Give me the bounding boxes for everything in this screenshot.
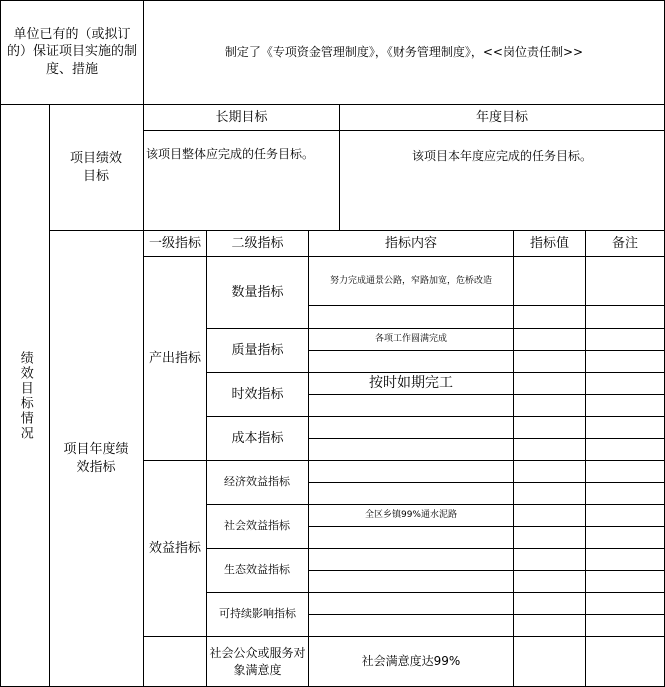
- quality-indicator-label: 质量指标: [231, 342, 284, 358]
- header-content: 指标内容: [384, 235, 437, 251]
- social-benefit-label: 社会效益指标: [224, 519, 290, 533]
- header-note: 备注: [611, 235, 638, 251]
- satisfaction-content: 社会满意度达99%: [361, 654, 461, 669]
- long-term-goal-header: 长期目标: [215, 109, 268, 125]
- section-label: 绩效目标情况: [17, 350, 33, 441]
- quality-indicator-content: 各项工作圆满完成: [374, 334, 447, 345]
- benefit-indicators-label: 效益指标: [148, 540, 201, 556]
- satisfaction-label: 社会公众或服务对象满意度: [209, 646, 306, 677]
- measures-value: 制定了《专项资金管理制度》，《财务管理制度》，<<岗位责任制>>: [224, 44, 584, 59]
- header-value: 指标值: [529, 235, 569, 251]
- long-term-goal-text: 该项目整体应完成的任务目标。: [146, 147, 315, 161]
- ecological-benefit-label: 生态效益指标: [224, 563, 290, 577]
- project-goals-label: 项目绩效目标: [69, 150, 122, 184]
- header-level1: 一级指标: [148, 235, 201, 251]
- annual-indicators-label: 项目年度绩效指标: [63, 441, 129, 475]
- social-benefit-content: 全区乡镇99%通水泥路: [364, 510, 457, 521]
- timeliness-indicator-label: 时效指标: [231, 386, 284, 402]
- sustainable-impact-label: 可持续影响指标: [219, 607, 296, 621]
- cost-indicator-label: 成本指标: [231, 430, 284, 446]
- timeliness-indicator-content: 按时如期完工: [369, 375, 453, 392]
- measures-label: 单位已有的（或拟订的）保证项目实施的制度、措施: [6, 26, 137, 77]
- annual-goal-text: 该项目本年度应完成的任务目标。: [411, 148, 592, 163]
- output-indicators-label: 产出指标: [148, 350, 201, 366]
- header-level2: 二级指标: [231, 235, 284, 251]
- quantity-indicator-label: 数量指标: [231, 284, 284, 300]
- quantity-indicator-content: 努力完成通景公路，窄路加宽，危桥改造: [329, 275, 492, 286]
- annual-goal-header: 年度目标: [475, 109, 528, 125]
- economic-benefit-label: 经济效益指标: [224, 475, 290, 489]
